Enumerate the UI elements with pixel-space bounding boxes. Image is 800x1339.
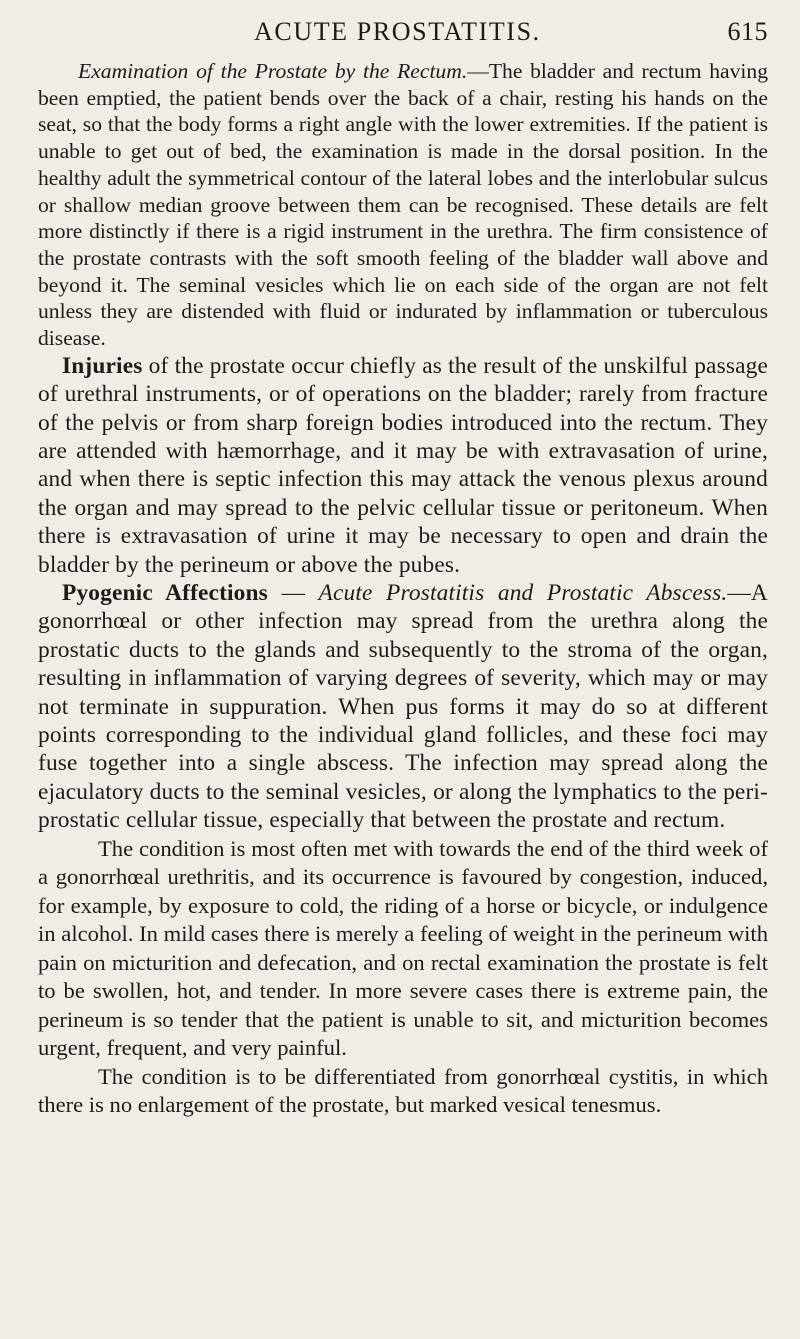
pyogenic-subheading: Acute Prostatitis and Prostatic Abscess. (318, 579, 728, 606)
injuries-text: of the prostate occur chiefly as the result of the unskilful passage of urethral instruments, or of operations on the bladder; rarely from fracture of the pelvis or from sharp foreign bodies introduced into the rectum. They are attended with hæmorrhage, and it may be with extravasation of urine, and when there is septic infection this may attack the venous plexus around the organ and may spread to the pelvic cellular tissue or peritoneum. When there is extravasation of urine it may be necessary to open and drain the bladder by the perineum or above the pubes. (38, 352, 768, 578)
injuries-heading: Injuries (62, 352, 143, 379)
pyogenic-dash: — (267, 579, 319, 606)
paragraph-examination (38, 58, 768, 352)
condition-onset-text: The condition is most often met with towards the end of the third week of a gonorrhœal urethritis, and its occurrence is favoured by congestion, induced, for example, by exposure to cold, the riding of a horse or bicycle, or indulgence in alcohol. In mild cases there is merely a feeling of weight in the perineum with pain on micturition and defecation, and on rectal examination the prostate is felt to be swollen, hot, and tender. In more severe cases there is extreme pain, the perineum is so tender that the patient is unable to sit, and micturition becomes urgent, frequent, and very painful. (38, 835, 768, 1061)
paragraph-condition-onset (38, 835, 768, 1063)
page-number: 615 (727, 17, 768, 46)
paragraph-injuries (38, 352, 768, 579)
examination-text: —The bladder and rectum having been emptied, the patient bends over the back of a chair, resting his hands on the seat, so that the body forms a right angle with the lower extremities. If the patient is unable to get out of bed, the examination is made in the dorsal position. In the healthy adult the symmetrical contour of the lateral lobes and the interlobular sulcus or shallow median groove between them can be recognised. These details are felt more distinctly if there is a rigid instrument in the urethra. The firm consistence of the prostate contrasts with the soft smooth feeling of the bladder wall above and beyond it. The seminal vesicles which lie on each side of the organ are not felt unless they are distended with fluid or indurated by inflammation or tuberculous disease. (38, 59, 768, 351)
pyogenic-text: —A gonorrhœal or other infection may spread from the urethra along the prostatic ducts to the glands and subsequently to the stroma of the organ, resulting in inflammation of varying degrees of severity, which may or may not terminate in suppuration. When pus forms it may do so at different points corresponding to the individual gland follicles, and these foci may fuse together into a single abscess. The infection may spread along the ejaculatory ducts to the seminal vesicles, or along the lymphatics to the peri-prostatic cellular tissue, especially that between the prostate and rectum. (38, 579, 768, 834)
running-head-title: ACUTE PROSTATITIS. (254, 17, 541, 46)
running-head (254, 16, 768, 48)
paragraph-differential (38, 1063, 768, 1120)
paragraph-pyogenic (38, 579, 768, 835)
pyogenic-heading: Pyogenic Affections (62, 579, 268, 606)
body-text (38, 58, 768, 1120)
examination-heading: Examination of the Prostate by the Rectum. (78, 59, 468, 83)
differential-text: The condition is to be differentiated from gonorrhœal cystitis, in which there is no enlargement of the prostate, but marked vesical tenesmus. (38, 1063, 768, 1118)
